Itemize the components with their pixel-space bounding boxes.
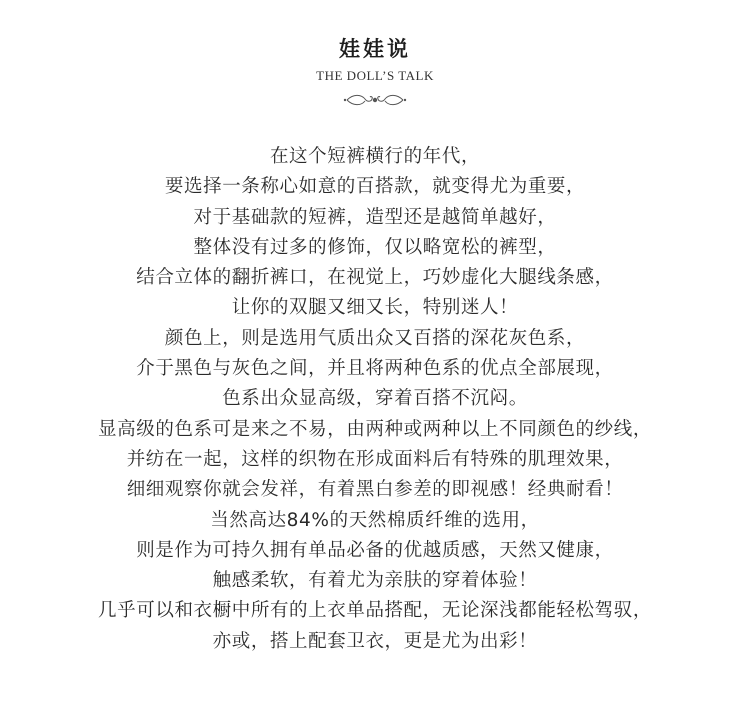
- header: [0, 34, 750, 108]
- text-line: 亦或，搭上配套卫衣，更是尤为出彩！: [212, 630, 538, 652]
- text-line: 颜色上，则是选用气质出众又百搭的深花灰色系，: [164, 327, 586, 349]
- text-line: 结合立体的翻折裤口，在视觉上，巧妙虚化大腿线条感，: [136, 267, 614, 289]
- text-line: 则是作为可持久拥有单品必备的优越质感，天然又健康，: [136, 539, 614, 561]
- page-title: 娃娃说: [339, 37, 411, 61]
- text-line: 介于黑色与灰色之间，并且将两种色系的优点全部展现，: [136, 358, 614, 380]
- text-line: 并纺在一起，这样的织物在形成面料后有特殊的肌理效果，: [126, 448, 624, 470]
- text-line: 几乎可以和衣橱中所有的上衣单品搭配，无论深浅都能轻松驾驭，: [98, 600, 652, 622]
- text-line: 让你的双腿又细又长，特别迷人！: [231, 297, 519, 319]
- text-line: 细细观察你就会发祥，有着黑白参差的即视感！经典耐看！: [126, 479, 624, 501]
- text-line: 显高级的色系可是来之不易，由两种或两种以上不同颜色的纱线，: [98, 418, 652, 440]
- description-paragraph: [0, 142, 750, 657]
- text-line: 要选择一条称心如意的百搭款，就变得尤为重要，: [164, 176, 586, 198]
- text-line: 对于基础款的短裤，造型还是越简单越好，: [193, 206, 557, 228]
- floral-scroll-ornament-icon: [343, 92, 407, 108]
- text-line: 当然高达84%的天然棉质纤维的选用，: [210, 509, 540, 531]
- text-line: 触感柔软，有着尤为亲肤的穿着体验！: [212, 570, 538, 592]
- text-line: 色系出众显高级，穿着百搭不沉闷。: [222, 388, 528, 410]
- text-line: 在这个短裤横行的年代，: [269, 146, 481, 167]
- page-subtitle: THE DOLL’S TALK: [316, 68, 434, 83]
- text-line: 整体没有过多的修饰，仅以略宽松的裤型，: [193, 236, 557, 258]
